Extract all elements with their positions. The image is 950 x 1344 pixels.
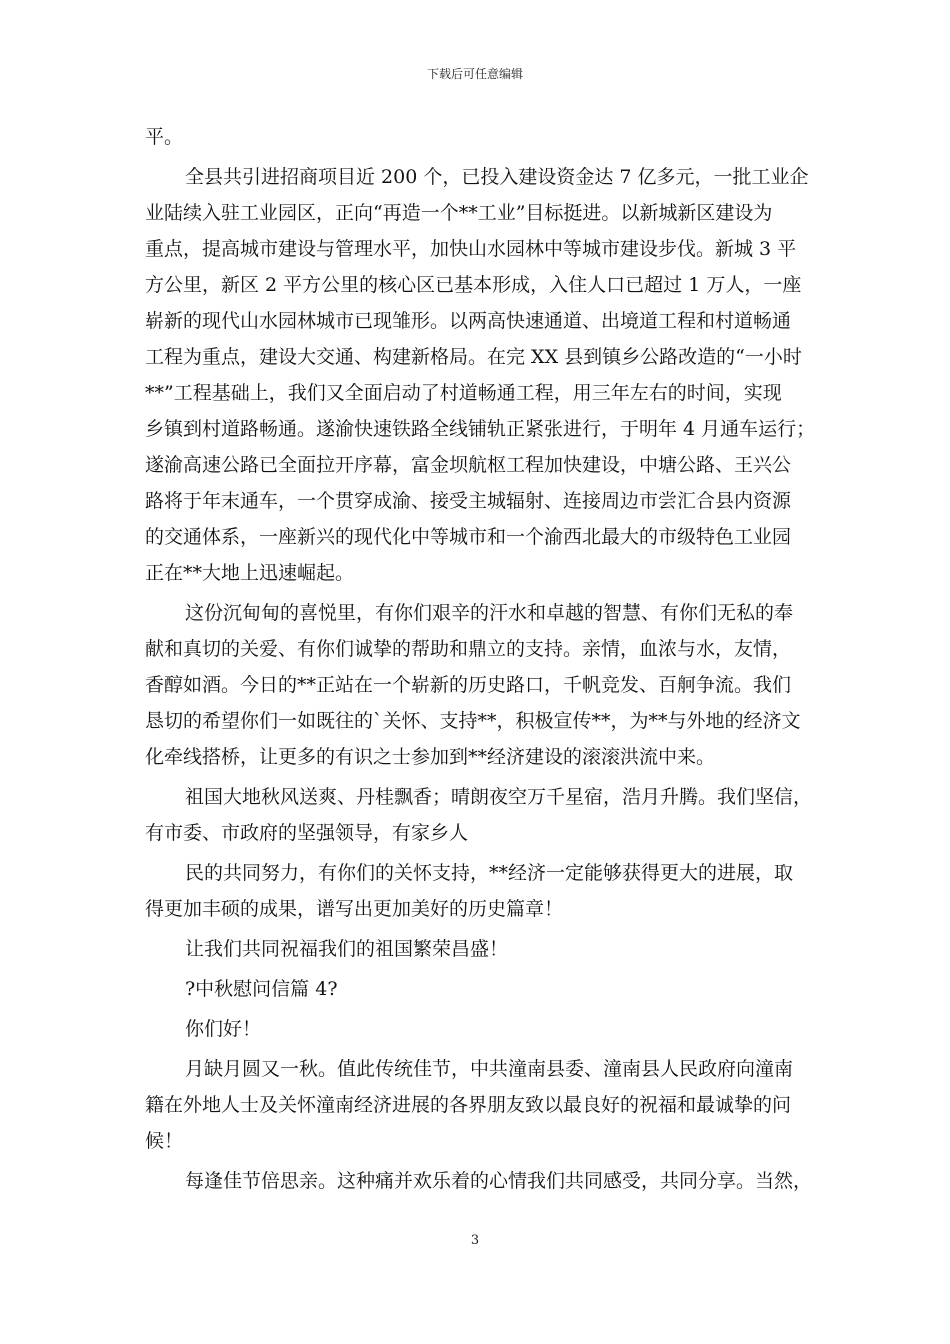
text-line: 平。 bbox=[145, 126, 184, 148]
page-number: 3 bbox=[470, 1233, 480, 1248]
text-line: 遂渝高速公路已全面拉开序幕，富金坝航枢工程加快建设，中塘公路、王兴公 bbox=[145, 454, 792, 476]
text-line: 你们好！ bbox=[185, 1018, 262, 1040]
text-line: 方公里，新区 2 平方公里的核心区已基本形成，入住人口已超过 1 万人，一座 bbox=[145, 274, 802, 296]
text-line: 化牵线搭桥，让更多的有识之士参加到**经济建设的滚滚洪流中来。 bbox=[145, 746, 716, 768]
text-line: 有市委、市政府的坚强领导，有家乡人 bbox=[145, 822, 469, 844]
text-line: **”工程基础上，我们又全面启动了村道畅通工程，用三年左右的时间，实现 bbox=[145, 382, 782, 404]
page-header: 下载后可任意编辑 bbox=[426, 67, 523, 81]
text-line: 的交通体系，一座新兴的现代化中等城市和一个渝西北最大的市级特色工业园 bbox=[145, 526, 792, 548]
text-line: 民的共同努力，有你们的关怀支持，**经济一定能够获得更大的进展，取 bbox=[185, 862, 794, 884]
text-line: 正在**大地上迅速崛起。 bbox=[145, 562, 355, 584]
text-line: 每逢佳节倍思亲。这种痛并欢乐着的心情我们共同感受，共同分享。当然， bbox=[185, 1170, 813, 1192]
text-line: 籍在外地人士及关怀潼南经济进展的各界朋友致以最良好的祝福和最诚挚的问 bbox=[145, 1094, 792, 1116]
text-line: 月缺月圆又一秋。值此传统佳节，中共潼南县委、潼南县人民政府向潼南 bbox=[185, 1058, 794, 1080]
text-line: 香醇如酒。今日的**正站在一个崭新的历史路口，千帆竞发、百舸争流。我们 bbox=[145, 674, 792, 696]
text-line: 路将于年末通车，一个贯穿成渝、接受主城辐射、连接周边市尝汇合县内资源 bbox=[145, 490, 792, 512]
text-line: 献和真切的关爱、有你们诚挚的帮助和鼎立的支持。亲情，血浓与水，友情， bbox=[145, 638, 792, 660]
text-line: 恳切的希望你们一如既往的`关怀、支持**，积极宣传**，为**与外地的经济文 bbox=[145, 710, 801, 732]
text-line: 工程为重点，建设大交通、构建新格局。在完 XX 县到镇乡公路改造的“一小时 bbox=[145, 346, 802, 368]
text-line: 崭新的现代山水园林城市已现雏形。以两高快速通道、出境道工程和村道畅通 bbox=[145, 310, 792, 332]
section-heading: ?中秋慰问信篇 4? bbox=[185, 978, 338, 1000]
text-line: 让我们共同祝福我们的祖国繁荣昌盛！ bbox=[185, 938, 509, 960]
text-line: 乡镇到村道路畅通。遂渝快速铁路全线铺轨正紧张进行，于明年 4 月通车运行； bbox=[145, 418, 816, 440]
text-line: 重点，提高城市建设与管理水平，加快山水园林中等城市建设步伐。新城 3 平 bbox=[145, 238, 797, 260]
text-line: 候！ bbox=[145, 1130, 184, 1152]
text-line: 全县共引进招商项目近 200 个，已投入建设资金达 7 亿多元，一批工业企 bbox=[185, 166, 809, 188]
text-line: 业陆续入驻工业园区，正向“再造一个**工业”目标挺进。以新城新区建设为 bbox=[145, 202, 773, 224]
text-line: 得更加丰硕的成果，谱写出更加美好的历史篇章！ bbox=[145, 898, 564, 920]
text-line: 祖国大地秋风送爽、丹桂飘香；晴朗夜空万千星宿，浩月升腾。我们坚信， bbox=[185, 786, 813, 808]
text-line: 这份沉甸甸的喜悦里，有你们艰辛的汗水和卓越的智慧、有你们无私的奉 bbox=[185, 602, 794, 624]
